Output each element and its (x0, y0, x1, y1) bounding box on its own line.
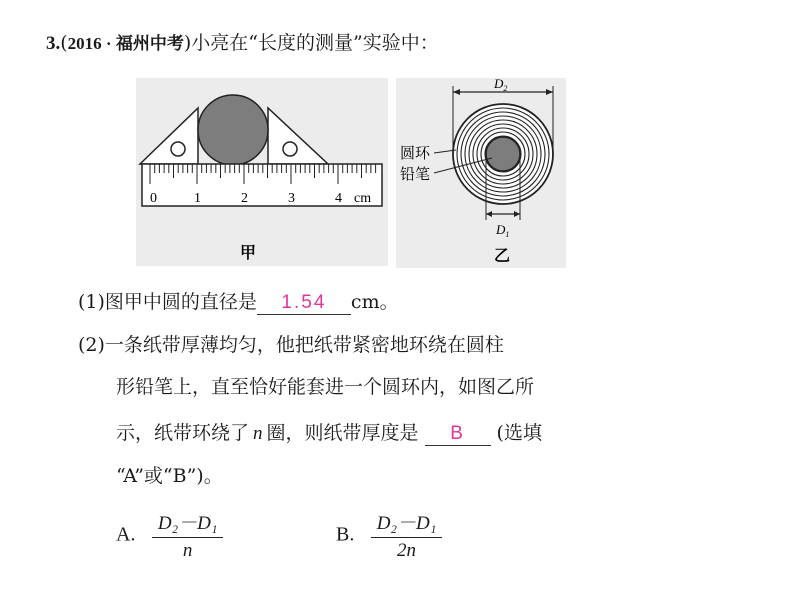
part-2-line-1: (2)一条纸带厚薄均匀，他把纸带紧密地环绕在圆柱 (78, 334, 504, 356)
d1-letter: D (496, 222, 506, 237)
part-1-answer: 1.54 (257, 292, 351, 315)
figure-b-label: 乙 (494, 246, 511, 265)
part-2-text-b: 圈，则纸带厚度是 (266, 422, 419, 444)
question-title (46, 28, 439, 55)
source-open: ( (60, 32, 68, 54)
option-a-numerator: D₂－D₁ (152, 508, 224, 538)
source-close: ) (183, 32, 192, 54)
question-source: 2016 · 福州中考 (67, 34, 184, 53)
part-2-line-2: 形铅笔上，直至恰好能套进一个圆环内，如图乙所 (116, 376, 535, 398)
pencil-circle (486, 137, 520, 171)
part-1 (78, 287, 399, 315)
part-2-variable-n: n (253, 423, 263, 444)
option-a-label: A. (116, 523, 136, 546)
option-b-numerator: D₂－D₁ (371, 508, 443, 538)
figure-a (136, 78, 388, 266)
question-number: 3. (46, 33, 61, 54)
d2-letter: D (494, 78, 504, 91)
ring-callout: 圆环 (400, 144, 431, 162)
figure-b (396, 78, 566, 268)
ruler-label-4: 4 (335, 191, 342, 206)
d1-subscript: 1 (505, 230, 510, 239)
ruler-label-2: 2 (241, 191, 248, 206)
question-stem: 小亮在“长度的测量”实验中： (191, 32, 439, 54)
part-1-suffix: cm。 (350, 291, 399, 313)
ruler-label-3: 3 (288, 191, 295, 206)
pencil-callout: 铅笔 (400, 165, 431, 183)
part-2-text-a: 示，纸带环绕了 (116, 422, 250, 444)
option-a-denominator: n (182, 540, 193, 561)
d2-subscript: 2 (503, 84, 508, 93)
option-b-label: B. (336, 523, 355, 546)
part-2-line-4: “A”或“B”)。 (116, 465, 223, 487)
part-2-text-c: (选填 (496, 422, 542, 444)
part-2-answer: B (425, 423, 491, 446)
option-a (116, 508, 223, 562)
option-b-fraction (371, 508, 443, 562)
measured-circle (198, 95, 268, 165)
right-triangle-hole (283, 142, 297, 156)
ruler-label-1: 1 (194, 191, 201, 206)
left-triangle-hole (171, 142, 185, 156)
option-b-denominator: 2n (397, 540, 417, 561)
ruler-unit: cm (354, 191, 372, 206)
part-2-line-3 (116, 418, 542, 446)
option-a-fraction (152, 508, 224, 562)
part-1-prefix: (1)图甲中圆的直径是 (78, 291, 257, 313)
ruler-label-0: 0 (150, 191, 157, 206)
figure-a-label: 甲 (240, 243, 257, 262)
option-b (336, 508, 442, 562)
